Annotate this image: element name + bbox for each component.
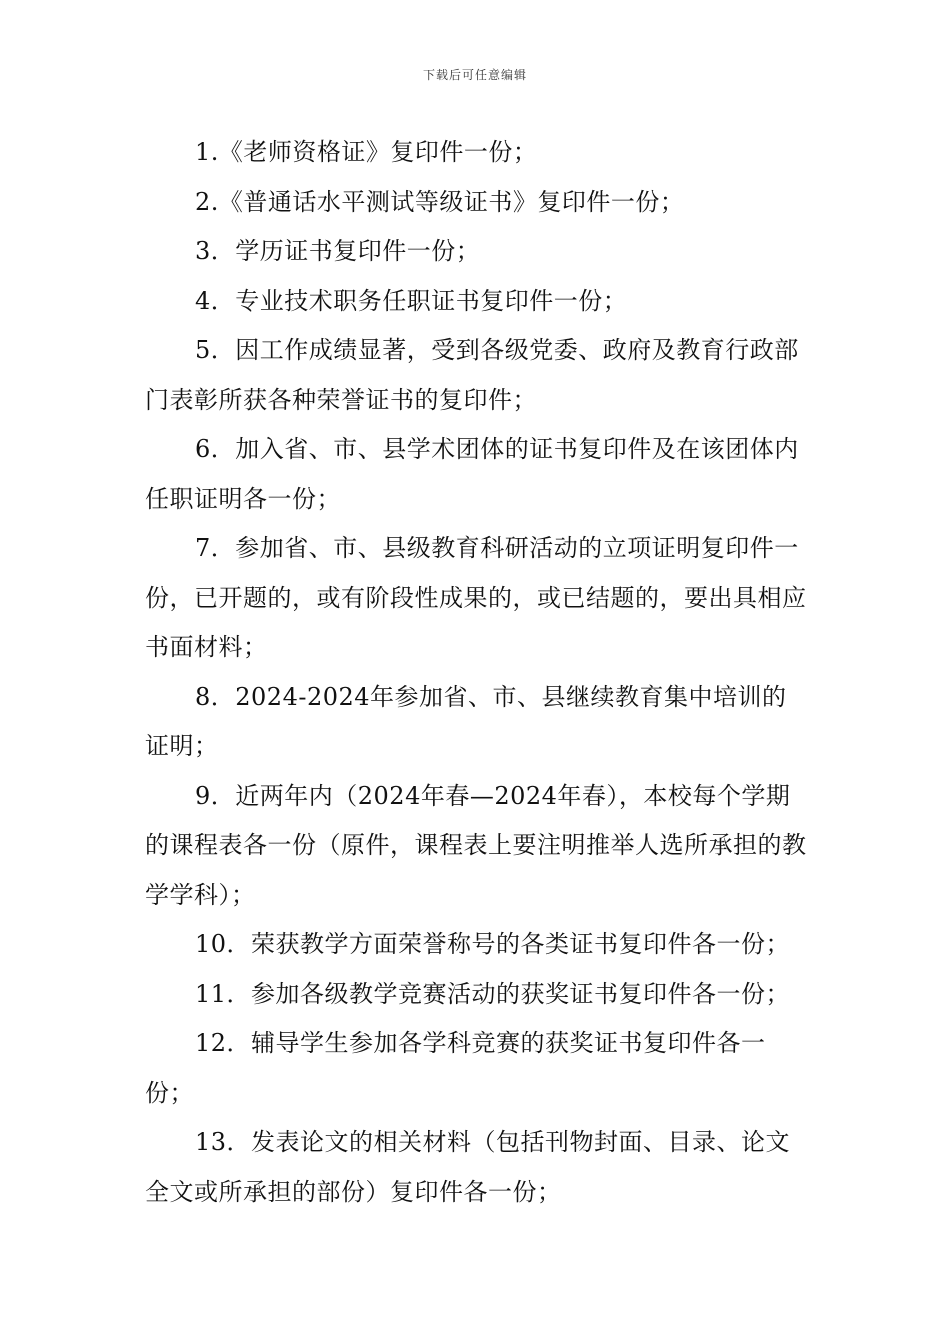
list-item: 8．2024-2024年参加省、市、县继续教育集中培训的证明； [145,682,787,760]
list-item: 4．专业技术职务任职证书复印件一份； [195,286,628,315]
list-item: 6．加入省、市、县学术团体的证书复印件及在该团体内任职证明各一份； [145,435,799,513]
list-item: 5．因工作成绩显著，受到各级党委、政府及教育行政部门表彰所获各种荣誉证书的复印件； [145,336,799,414]
document-body [145,128,809,1217]
list-item: 12．辅导学生参加各学科竞赛的获奖证书复印件各一份； [145,1029,766,1107]
list-item: 2.《普通话水平测试等级证书》复印件一份； [195,187,685,216]
list-item: 10．荣获教学方面荣誉称号的各类证书复印件各一份； [195,930,791,958]
list-item: 7．参加省、市、县级教育科研活动的立项证明复印件一份，已开题的，或有阶段性成果的，或已结题的，要出具相应书面材料； [145,534,807,661]
list-item: 9．近两年内（2024年春—2024年春），本校每个学期的课程表各一份（原件，课程表上要注明推举人选所承担的教学学科）； [145,781,807,909]
list-item: 13．发表论文的相关材料（包括刊物封面、目录、论文全文或所承担的部份）复印件各一份； [145,1128,791,1206]
list-item: 11．参加各级教学竞赛活动的获奖证书复印件各一份； [195,979,791,1008]
list-item: 1.《老师资格证》复印件一份； [195,138,538,166]
list-item: 3．学历证书复印件一份； [195,237,481,265]
header-note: 下载后可任意编辑 [422,68,527,82]
